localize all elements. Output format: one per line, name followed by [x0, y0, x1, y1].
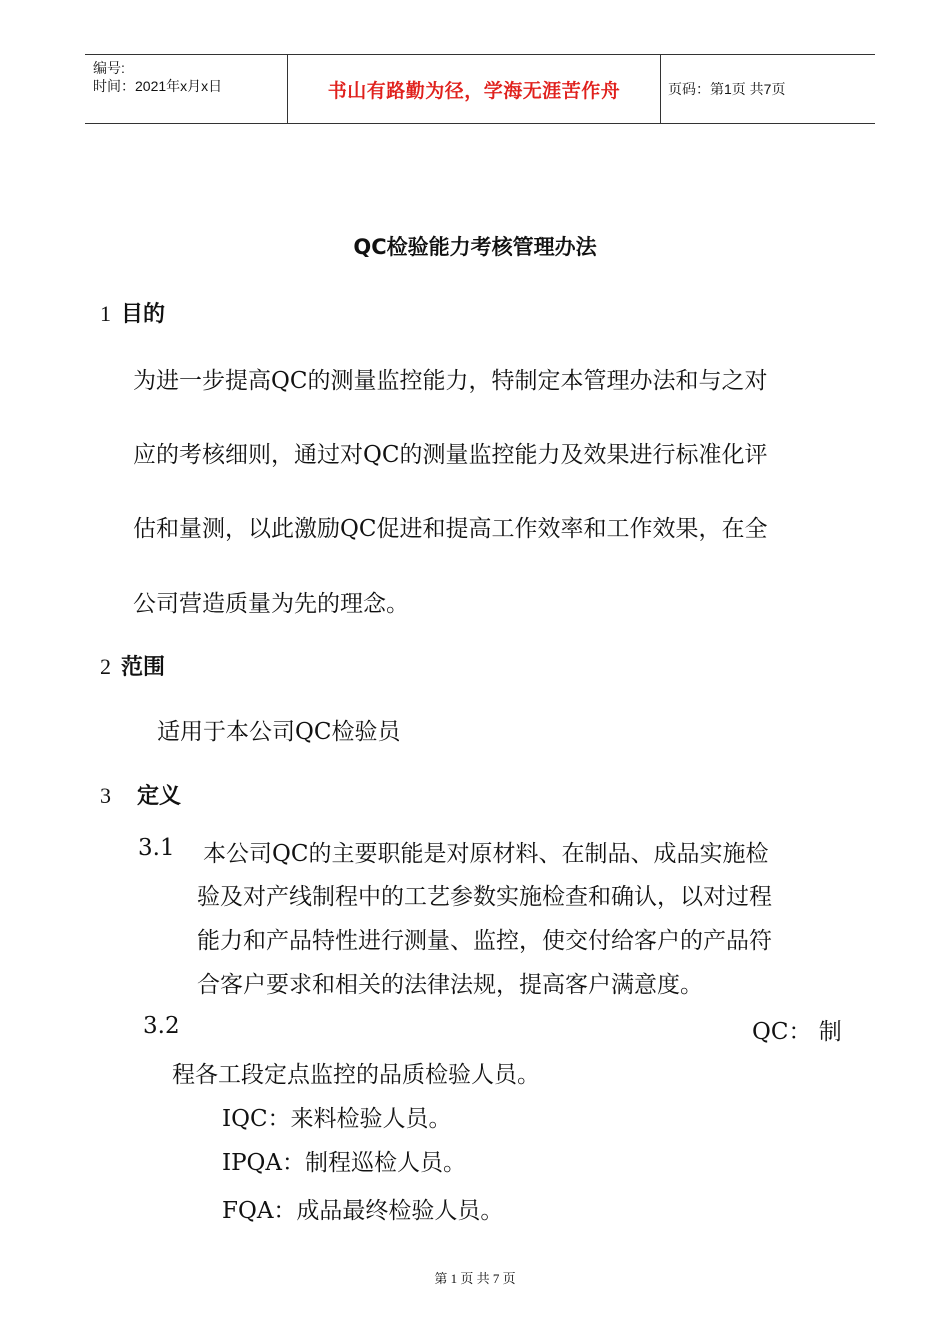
document-title: QC检验能力考核管理办法 [353, 235, 597, 259]
document-time-label: 时间：2021年x月x日 [93, 78, 223, 94]
page-header [85, 54, 875, 124]
document-number-label: 编号: [93, 60, 125, 76]
section-1-number: 1 [100, 301, 111, 326]
purpose-line: 估和量测，以此激励QC促进和提高工作效率和工作效果，在全 [133, 516, 768, 542]
page-footer-number: 第 1 页 共 7 页 [434, 1271, 516, 1286]
item-3-2-term: QC： 制 [752, 1019, 842, 1045]
purpose-line: 应的考核细则，通过对QC的测量监控能力及效果进行标准化评 [133, 442, 768, 468]
section-1-heading [100, 297, 165, 328]
item-3-1-line: 本公司QC的主要职能是对原材料、在制品、成品实施检 [203, 841, 769, 867]
header-motto: 书山有路勤为径，学海无涯苦作舟 [327, 79, 621, 102]
item-3-1-line: 合客户要求和相关的法律法规，提高客户满意度。 [197, 972, 703, 998]
header-meta [85, 55, 287, 123]
item-3-1-number: 3.1 [138, 835, 175, 861]
item-3-1-line: 能力和产品特性进行测量、监控，使交付给客户的产品符 [197, 928, 772, 954]
header-page-info: 页码：第1页 共7页 [668, 81, 786, 97]
section-3-title: 定义 [137, 784, 182, 809]
section-2-title: 范围 [121, 655, 166, 680]
scope-text: 适用于本公司QC检验员 [157, 719, 401, 745]
section-2-heading [100, 650, 165, 681]
item-3-2-number: 3.2 [143, 1013, 180, 1039]
section-3-heading [100, 779, 181, 810]
header-motto-cell [287, 55, 661, 123]
qc-role-item: FQA：成品最终检验人员。 [222, 1198, 504, 1224]
purpose-line: 公司营造质量为先的理念。 [133, 591, 409, 617]
section-2-number: 2 [100, 654, 111, 679]
item-3-2-continuation: 程各工段定点监控的品质检验人员。 [172, 1062, 540, 1088]
purpose-line: 为进一步提高QC的测量监控能力，特制定本管理办法和与之对 [133, 368, 768, 394]
qc-role-item: IPQA：制程巡检人员。 [222, 1150, 467, 1176]
qc-role-item: IQC：来料检验人员。 [222, 1106, 452, 1132]
section-1-title: 目的 [121, 302, 166, 327]
item-3-1-line: 验及对产线制程中的工艺参数实施检查和确认，以对过程 [197, 884, 772, 910]
section-3-number: 3 [100, 783, 111, 808]
